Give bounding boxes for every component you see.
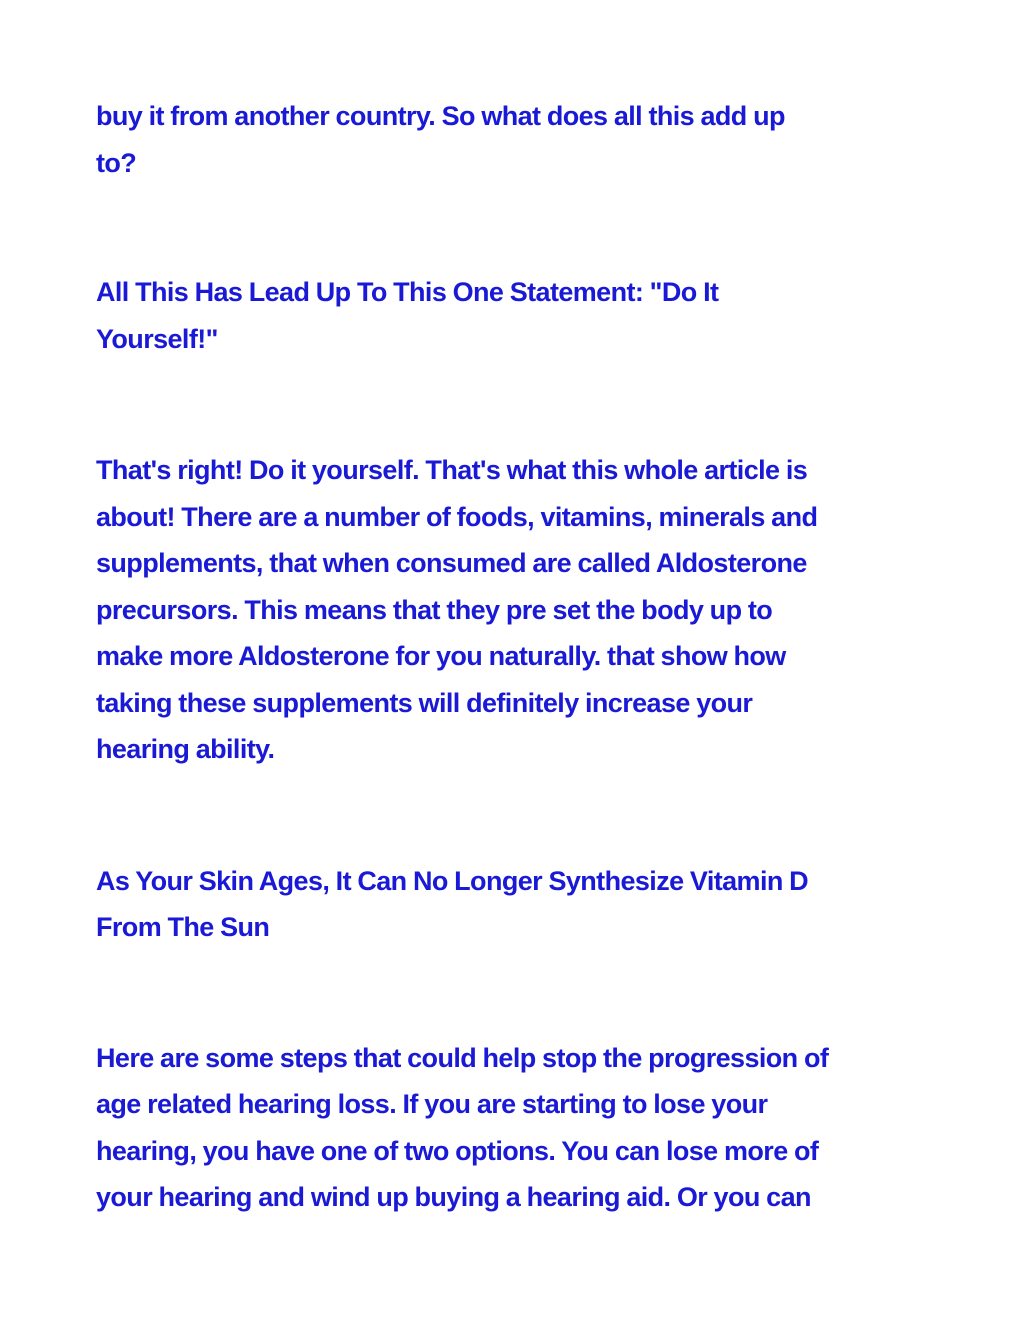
text-line: age related hearing loss. If you are starting to lose your: [96, 1089, 768, 1119]
text-line: All This Has Lead Up To This One Statement: "Do It: [96, 277, 719, 307]
text-line: hearing ability.: [96, 734, 275, 764]
text-line: From The Sun: [96, 912, 270, 942]
text-line: to?: [96, 147, 137, 178]
text-line: Here are some steps that could help stop the progression of: [96, 1042, 829, 1073]
document-page: [96, 93, 946, 1221]
paragraph-country: [96, 93, 946, 186]
text-line: make more Aldosterone for you naturally. that show how: [96, 641, 786, 671]
heading-vitamin-d: [96, 858, 946, 951]
paragraph-aldosterone: [96, 447, 946, 773]
text-line: precursors. This means that they pre set the body up to: [96, 594, 773, 625]
heading-do-it-yourself: [96, 269, 946, 362]
text-line: your hearing and wind up buying a hearing aid. Or you can: [96, 1182, 811, 1212]
text-line: buy it from another country. So what does all this add up: [96, 101, 785, 131]
text-line: supplements, that when consumed are called Aldosterone: [96, 548, 807, 578]
text-line: hearing, you have one of two options. You can lose more of: [96, 1135, 819, 1166]
text-line: about! There are a number of foods, vitamins, minerals and: [96, 501, 818, 532]
text-line: That's right! Do it yourself. That's what this whole article is: [96, 455, 808, 485]
paragraph-hearing-loss: [96, 1035, 946, 1221]
text-line: As Your Skin Ages, It Can No Longer Synthesize Vitamin D: [96, 865, 809, 896]
text-line: taking these supplements will definitely increase your: [96, 687, 753, 718]
text-line: Yourself!": [96, 323, 218, 354]
